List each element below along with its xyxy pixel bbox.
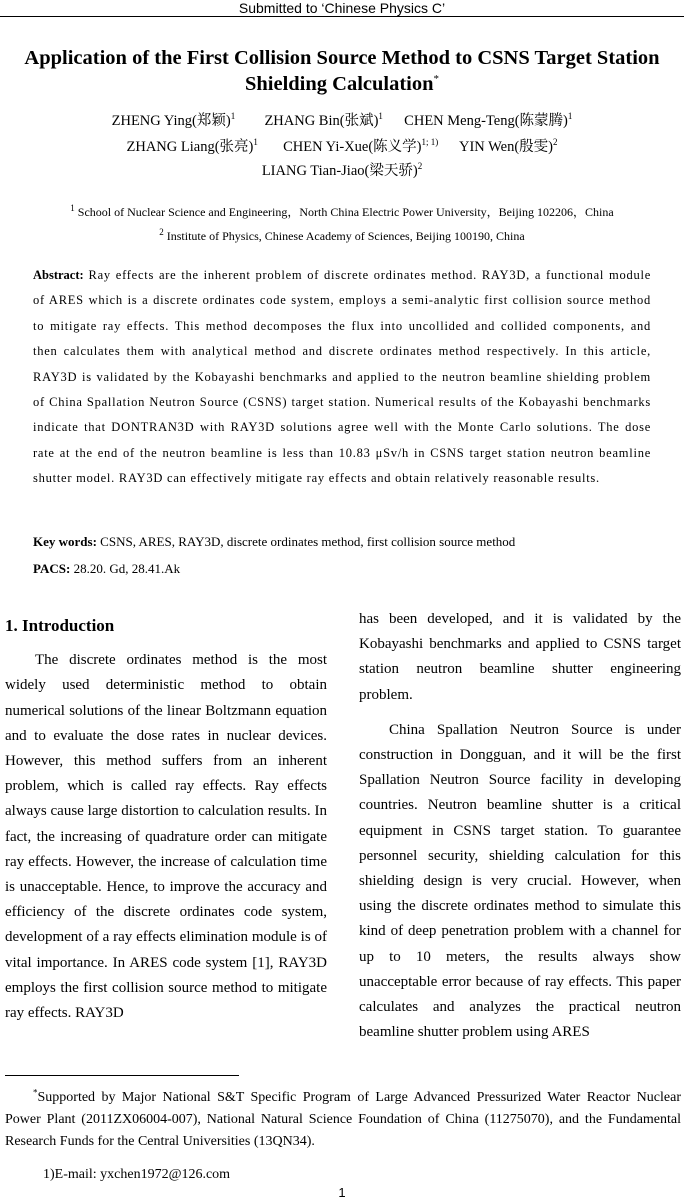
author-line-3: LIANG Tian-Jiao(梁天骄)$^2$ <box>261 161 423 179</box>
intro-paragraph: The discrete ordinates method is the most widely used deterministic method to obtain numerical solutions of the linear Boltzmann equation and to evaluate the dose rates in nuclear devices. However, this method suffers from an inherent problem, which is called ray effects. Ray effects always cause large distortion to calculation results. In fact, the increasing of quadrature order can mitigate ray effects. However, the increase of calculation time is unacceptable. Hence, to improve the accuracy and efficiency of the discrete ordinates code system, development of a ray effects elimination module is of vital importance. In ARES code system [1], RAY3D employs the first collision source method to mitigate ray effects. RAY3D <box>5 652 327 1022</box>
author: LIANG Tian-Jiao(梁天骄) <box>261 163 418 179</box>
abstract-label: Abstract: <box>33 268 84 282</box>
title-line-2: Shielding Calculation <box>244 73 434 95</box>
left-column <box>5 613 327 1026</box>
right-column <box>359 607 681 1045</box>
title-line-1: Application of the First Collision Source Method to CSNS Target Station <box>24 47 660 69</box>
pacs <box>33 561 651 577</box>
author: ZHANG Liang(张亮) <box>126 139 254 155</box>
footnote-rule <box>5 1075 239 1076</box>
intro-paragraph: China Spallation Neutron Source is under construction in Dongguan, and it will be the first Spallation Neutron Source facility in developing countries. Neutron beamline shutter is a critical equipment in CSNS target station. To guarantee personnel security, shielding calculation for this shielding design is very crucial. However, when using the discrete ordinates method to simulate this kind of deep penetration problem with a channel for up to 10 meters, the results always show unacceptable error because of ray effects. This paper calculates and analyzes the practical neutron beamline shutter problem using ARES <box>359 721 681 1041</box>
title-footnote-mark: * <box>433 73 440 86</box>
running-header: Submitted to ‘Chinese Physics C’ <box>0 0 684 17</box>
keywords-text: CSNS, ARES, RAY3D, discrete ordinates method, first collision source method <box>100 534 516 549</box>
author: ZHENG Ying(郑颖) <box>111 113 231 129</box>
author: YIN Wen(殷雯) <box>458 139 553 155</box>
paper-title <box>0 45 684 97</box>
funding-footnote: *Supported by Major National S&T Specific Program of Large Advanced Pressurized Water Reactor Nuclear Power Plant (2011ZX06004-007), National Natural Science Foundation of China (11275070), and the Fundamental Research Funds for the Central Universities (13QN34). <box>5 1087 681 1149</box>
author-line-1: ZHENG Ying(郑颖)$^1$ ZHANG Bin(张斌)$^1$ CHEN Meng-Teng(陈蒙腾)$^1$ <box>111 111 573 129</box>
abstract <box>33 263 651 492</box>
pacs-label: PACS: <box>33 561 71 576</box>
author: CHEN Meng-Teng(陈蒙腾) <box>404 113 568 129</box>
pacs-text: 28.20. Gd, 28.41.Ak <box>73 561 181 576</box>
affiliation-1: $^1$ School of Nuclear Science and Engineering，North China Electric Power University，Beijing 102206，China <box>70 203 614 219</box>
section-title: 1. Introduction <box>5 616 115 635</box>
page-number: 1 <box>338 1185 346 1200</box>
keywords <box>33 534 651 550</box>
abstract-text: Ray effects are the inherent problem of discrete ordinates method. RAY3D, a functional module of ARES which is a discrete ordinates code system, employs a semi-analytic first collision source method to mitigate ray effects. This method decomposes the flux into uncollided and collided components, and then calculates them with analytical method and discrete ordinates method respectively. In this article, RAY3D is validated by the Kobayashi benchmarks and applied to the neutron beamline shielding problem of China Spallation Neutron Source (CSNS) target station. Numerical results of the Kobayashi benchmarks indicate that DONTRAN3D with RAY3D solutions agree well with the Monte Carlo solutions. The dose rate at the end of the neutron beamline is less than 10.83 μSv/h in CSNS target station neutron beamline shutter model. RAY3D can effectively mitigate ray effects and obtain relatively reasonable results. <box>33 268 652 486</box>
intro-paragraph-continued: has been developed, and it is validated by the Kobayashi benchmarks and applied to CSNS target station neutron beamline shutter engineering problem. <box>359 611 681 703</box>
email-footnote: 1)E-mail: yxchen1972@126.com <box>43 1167 231 1182</box>
affiliation-2: $^2$ Institute of Physics, Chinese Academy of Sciences, Beijing 100190, China <box>159 227 525 243</box>
keywords-label: Key words: <box>33 534 97 549</box>
footnote-mark: * <box>33 1087 38 1098</box>
author-line-2: ZHANG Liang(张亮)$^1$ CHEN Yi-Xue(陈义学)$^{1; 1)}$ YIN Wen(殷雯)$^2$ <box>126 137 558 155</box>
author: CHEN Yi-Xue(陈义学) <box>283 139 422 155</box>
author: ZHANG Bin(张斌) <box>264 113 379 129</box>
